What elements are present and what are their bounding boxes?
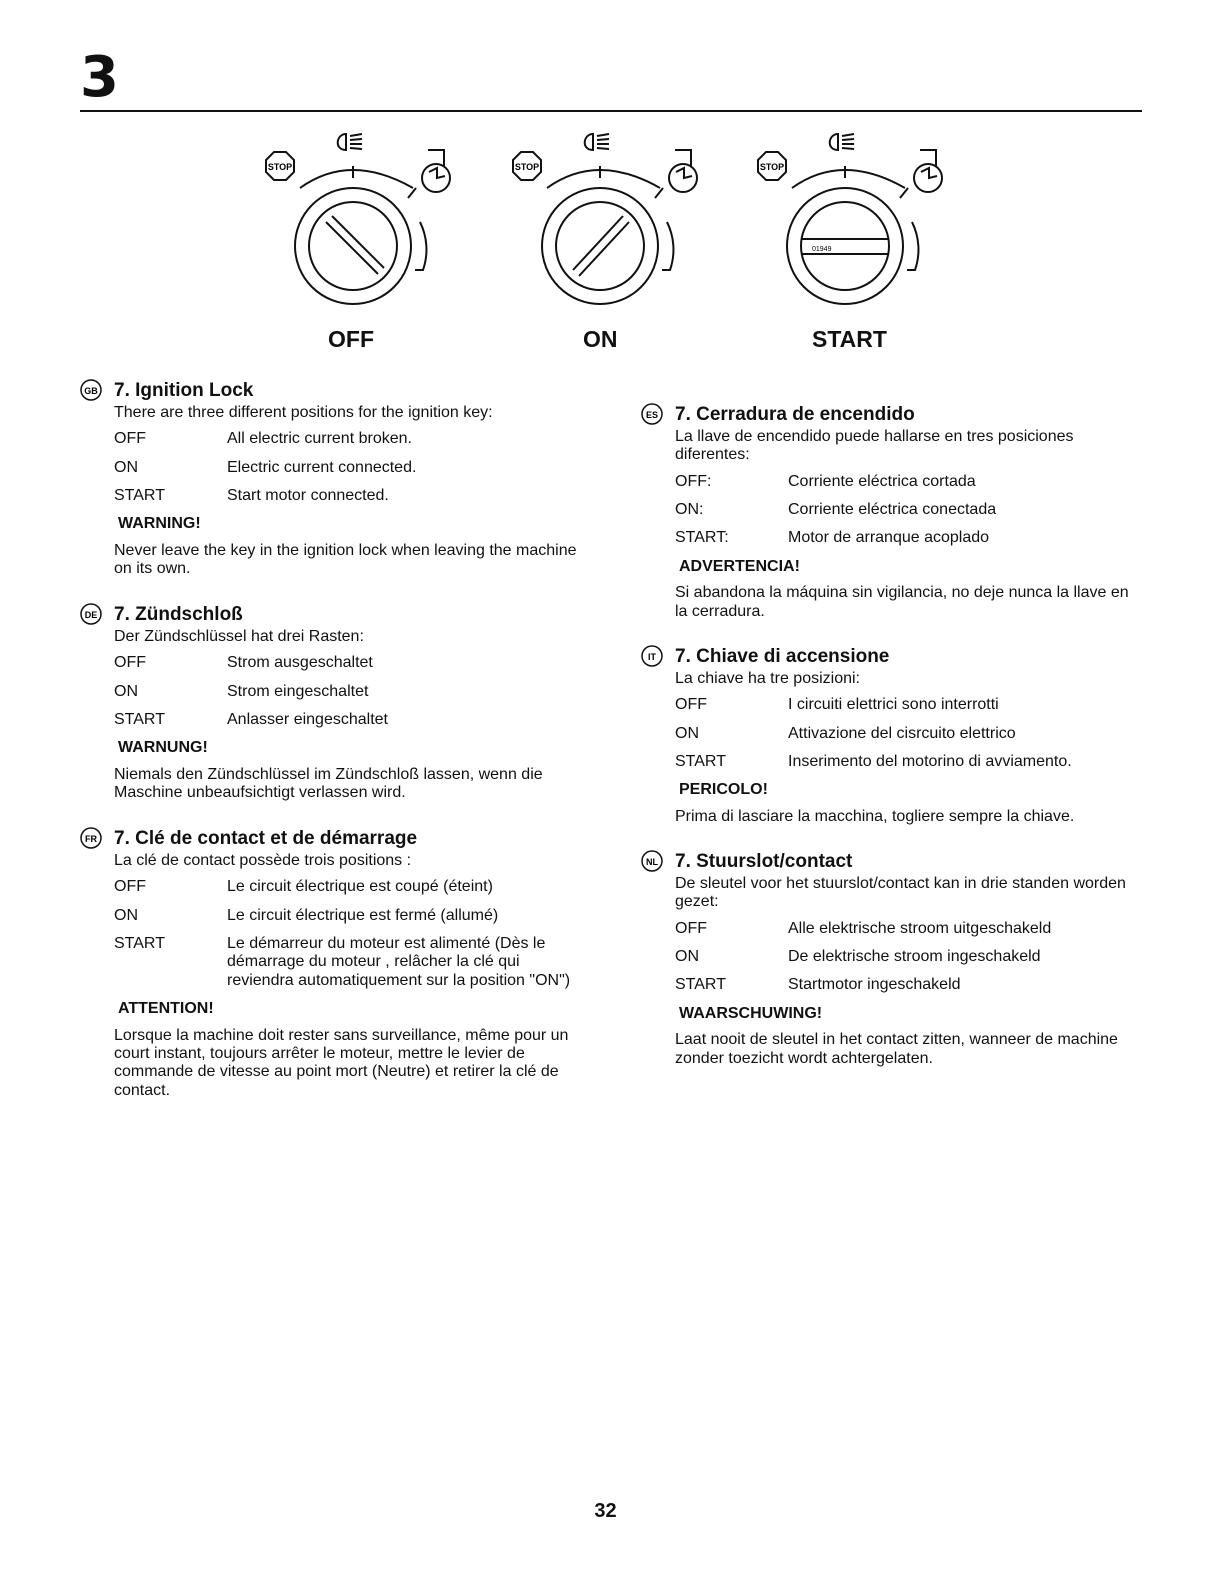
position-row: OFF Alle elektrische stroom uitgeschakeld [675, 919, 1052, 937]
ignition-key-knob [542, 188, 658, 304]
position-row: ON Electric current connected. [114, 458, 417, 476]
section-heading [80, 604, 590, 626]
stop-icon [758, 152, 786, 180]
section-title: 7. Clé de contact et de démarrage [114, 828, 418, 849]
position-row: ON De elektrische stroom ingeschakeld [675, 948, 1041, 966]
stop-icon [266, 152, 294, 180]
positions-list [675, 473, 1143, 548]
section-intro: De sleutel voor het stuurslot/contact kan in drie standen worden gezet: [675, 874, 1126, 911]
section-es [645, 404, 1143, 621]
page-number: 32 [594, 1500, 617, 1522]
stop-icon [513, 152, 541, 180]
warning-title: PERICOLO! [679, 781, 768, 799]
svg-text:IT: IT [648, 652, 656, 662]
stop-icon-text: STOP [267, 162, 293, 172]
position-row: OFF Le circuit électrique est coupé (éteint) [114, 878, 493, 896]
section-heading [641, 646, 1143, 668]
svg-text:DE: DE [84, 610, 98, 620]
starter-icon [669, 150, 697, 192]
warning-text: Laat nooit de sleutel in het contact zitten, wanneer de machine zonder toezicht wordt achtergelaten. [675, 1031, 1118, 1067]
warning-title: WARNING! [118, 515, 201, 533]
language-badge-icon [80, 603, 102, 625]
headlight-icon [830, 134, 854, 150]
warning-text: Prima di lasciare la macchina, togliere sempre la chiave. [675, 807, 1075, 825]
section-heading [80, 380, 590, 402]
positions-list [114, 654, 590, 729]
language-badge-icon [641, 645, 663, 667]
section-heading [641, 851, 1143, 873]
ignition-dial-on [505, 128, 715, 318]
dial-label-off: OFF [328, 326, 374, 352]
warning-title: ADVERTENCIA! [679, 557, 800, 575]
positions-list [675, 696, 1143, 771]
section-title: 7. Chiave di accensione [675, 646, 890, 667]
warning-text: Lorsque la machine doit rester sans surveillance, même pour un court instant, toujours arrêter le moteur, mettre le levier de commande de vitesse au point mort (Neutre) et retirer la clé de contact. [114, 1026, 569, 1099]
svg-text:FR: FR [85, 834, 97, 844]
stop-icon-text: STOP [759, 162, 785, 172]
position-row: ON: Corriente eléctrica conectada [675, 501, 997, 519]
section-intro: La clé de contact possède trois positions : [114, 851, 412, 869]
section-it [648, 646, 1143, 826]
warning-title: WARNUNG! [118, 739, 208, 757]
headlight-icon [585, 134, 609, 150]
starter-icon [422, 150, 450, 192]
warning-text: Niemals den Zündschlüssel im Zündschloß lassen, wenn die Maschine unbeaufsichtigt verlassen wird. [114, 765, 543, 802]
ignition-dial-start [750, 128, 960, 318]
svg-text:GB: GB [84, 386, 98, 396]
section-title: 7. Stuurslot/contact [675, 851, 853, 872]
position-row: START Anlasser eingeschaltet [114, 711, 388, 729]
position-row: OFF All electric current broken. [114, 430, 412, 448]
warning-text: Si abandona la máquina sin vigilancia, no deje nunca la llave en la cerradura. [675, 584, 1129, 620]
dial-label-start: START [812, 326, 887, 352]
section-intro: Der Zündschlüssel hat drei Rasten: [114, 627, 364, 645]
starter-icon [914, 150, 942, 192]
header-rule [80, 110, 1142, 112]
position-row: START: Motor de arranque acoplado [675, 529, 990, 547]
language-badge-icon [641, 850, 663, 872]
dial-serial-number: 01949 [812, 246, 832, 253]
section-intro: La chiave ha tre posizioni: [675, 669, 860, 687]
ignition-key-knob [295, 188, 411, 304]
svg-text:ES: ES [645, 410, 659, 420]
ignition-key-knob [787, 188, 903, 304]
language-badge-icon [80, 379, 102, 401]
section-fr [85, 828, 590, 1100]
position-row: START Startmotor ingeschakeld [675, 976, 961, 994]
position-row: ON Le circuit électrique est fermé (allumé) [114, 906, 499, 924]
ignition-dial-off [258, 128, 468, 318]
section-nl [646, 851, 1143, 1068]
section-intro: La llave de encendido puede hallarse en tres posiciones diferentes: [675, 427, 1074, 464]
section-gb [84, 380, 590, 579]
svg-text:NL: NL [646, 857, 658, 867]
section-de [84, 604, 590, 803]
section-heading [80, 828, 590, 850]
language-badge-icon [80, 827, 102, 849]
chapter-number: 3 [80, 45, 119, 110]
position-row: START Inserimento del motorino di avviamento. [675, 753, 1072, 771]
positions-list [114, 878, 590, 990]
position-row: OFF: Corriente eléctrica cortada [675, 472, 976, 490]
position-row: START Le démarreur du moteur est alimenté (Dès le démarrage du moteur , relâcher la clé qui reviendra automatiquement sur la position "ON") [114, 935, 571, 989]
section-title: 7. Cerradura de encendido [675, 404, 915, 425]
position-row: OFF I circuiti elettrici sono interrotti [675, 696, 999, 714]
position-row: ON Attivazione del cisrcuito elettrico [675, 724, 1016, 742]
warning-text: Never leave the key in the ignition lock when leaving the machine on its own. [114, 541, 577, 578]
section-title: 7. Ignition Lock [114, 380, 254, 401]
stop-icon-text: STOP [514, 162, 540, 172]
warning-title: WAARSCHUWING! [679, 1004, 823, 1022]
language-badge-icon [641, 403, 663, 425]
section-heading [641, 404, 1143, 426]
position-row: OFF Strom ausgeschaltet [114, 654, 373, 672]
headlight-icon [338, 134, 362, 150]
position-row: ON Strom eingeschaltet [114, 682, 369, 700]
warning-title: ATTENTION! [118, 1000, 214, 1018]
section-title: 7. Zündschloß [114, 604, 243, 625]
positions-list [675, 920, 1143, 995]
positions-list [114, 430, 590, 505]
dial-label-on: ON [583, 326, 618, 352]
section-intro: There are three different positions for the ignition key: [114, 403, 493, 421]
position-row: START Start motor connected. [114, 487, 389, 505]
